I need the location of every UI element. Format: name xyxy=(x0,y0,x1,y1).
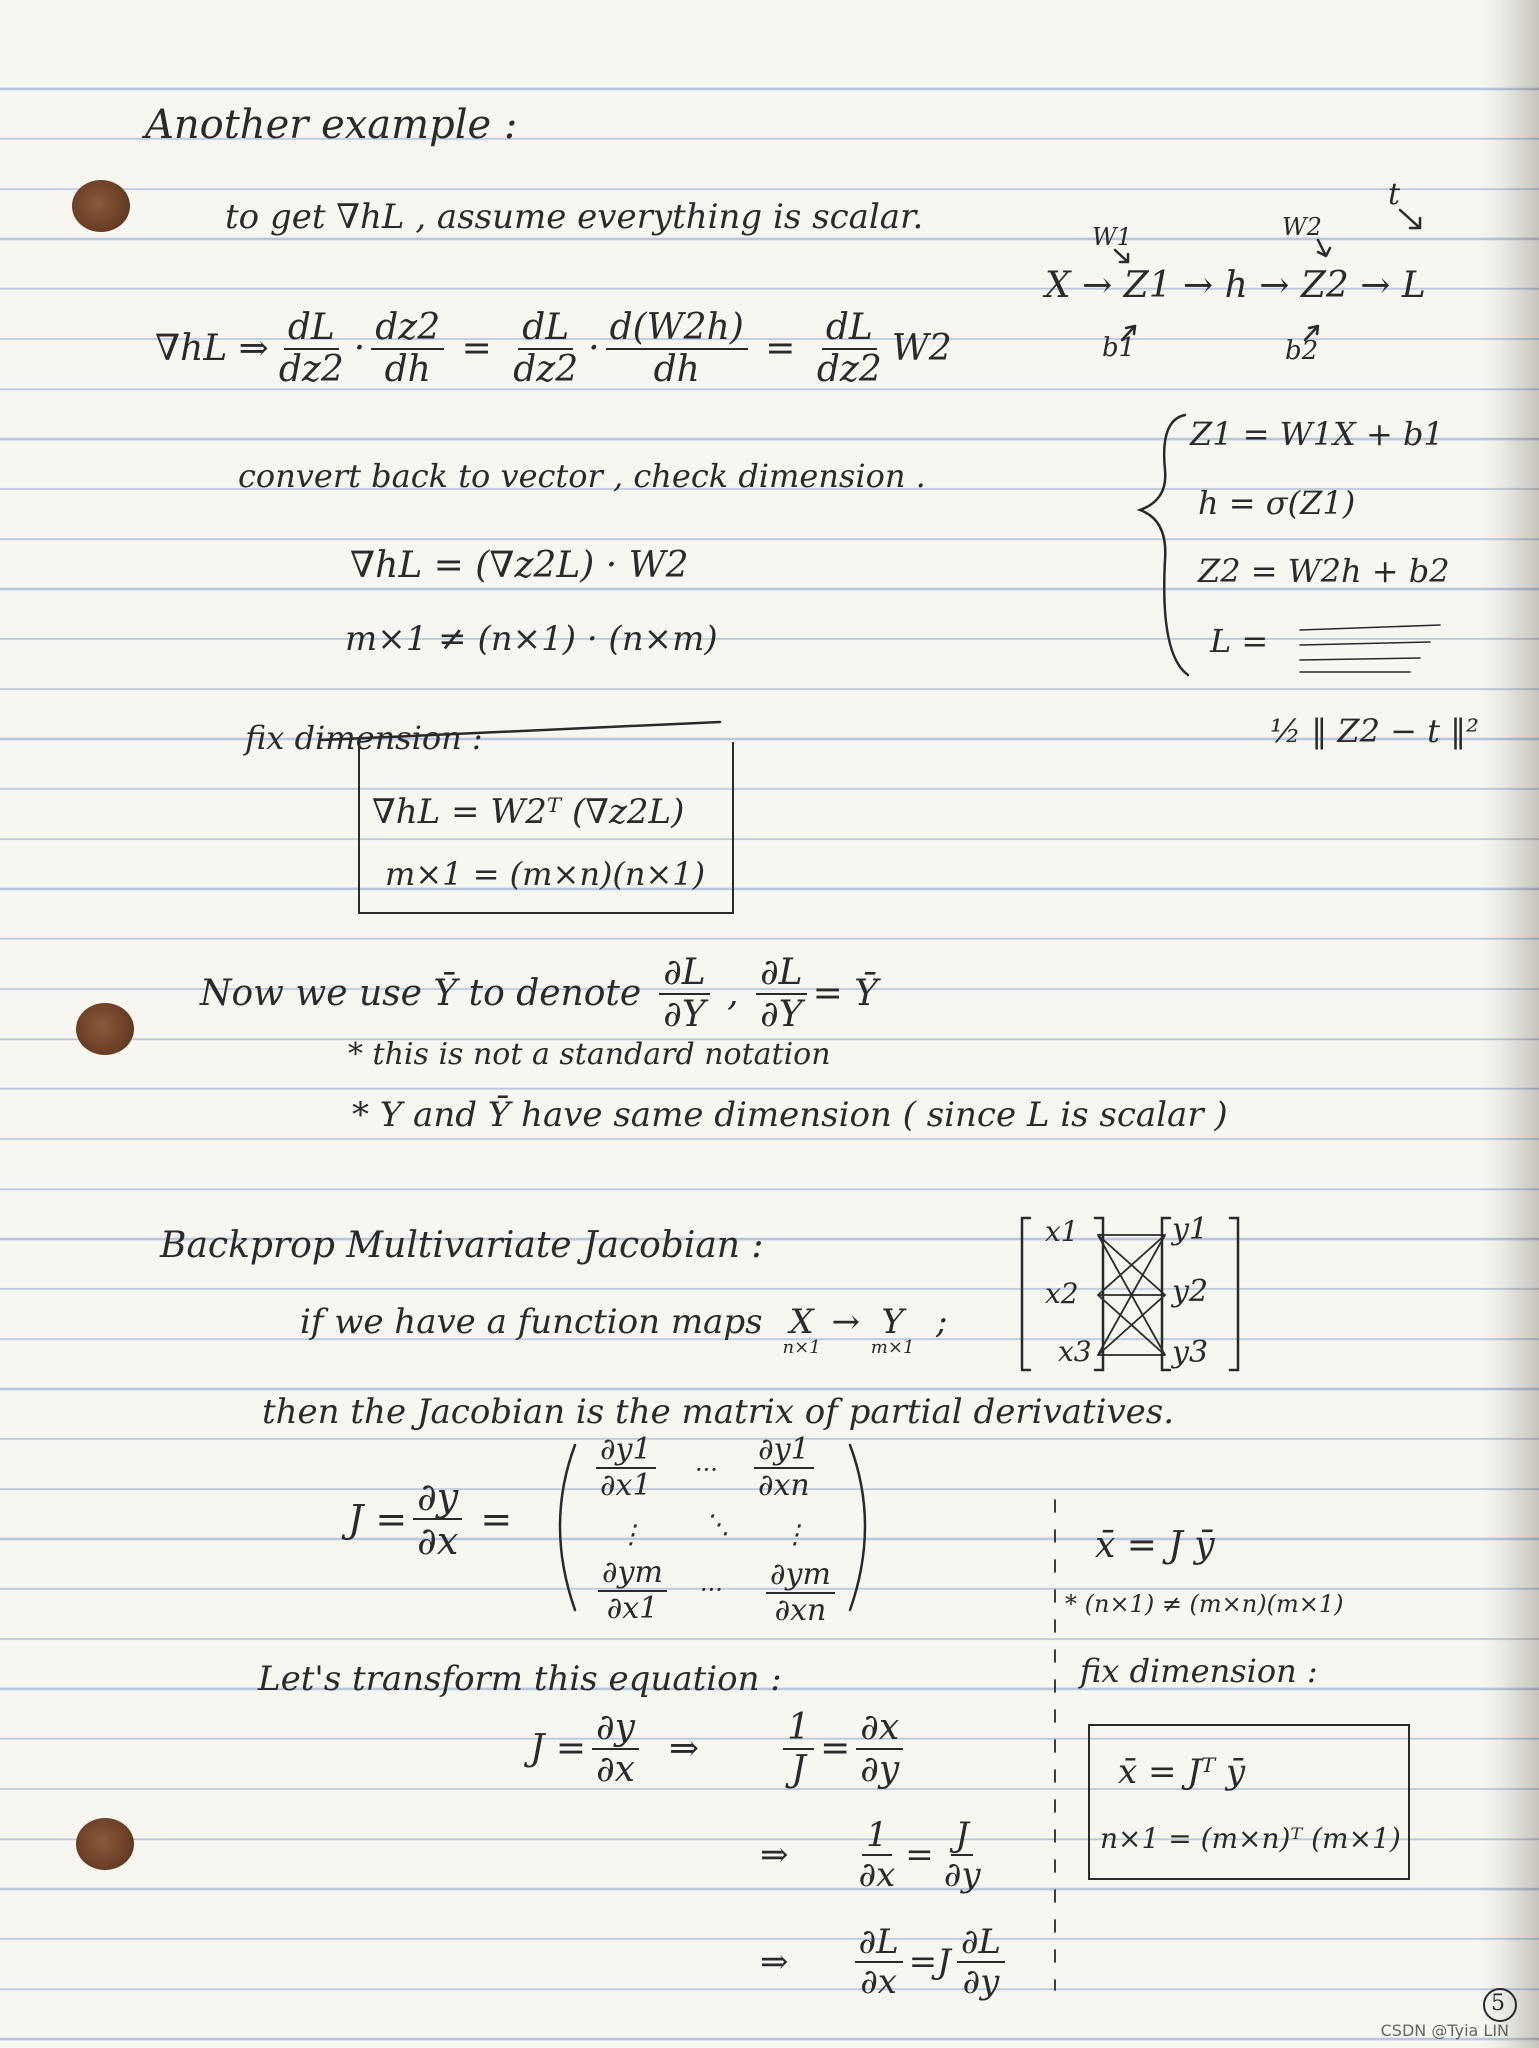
right-dimension-mismatch: * (n×1) ≠ (m×n)(m×1) xyxy=(1065,1590,1344,1618)
line-now-we-use: Now we use Ȳ to denote $\frac{\partial L}{\partial Y}$ , $\frac{\partial L}{\partial Y}$ = Ȳ xyxy=(200,952,878,1035)
fraction-dl-dz2-b: $\frac{dL}{dz2}$ xyxy=(513,307,579,390)
mapping-input-x1: x1 xyxy=(1045,1215,1079,1248)
fraction-dz2-dh: $\frac{dz2}{dh}$ xyxy=(371,310,444,388)
scribble-icon xyxy=(1300,625,1440,672)
fraction-dy-dx: $\frac{\partial y}{\partial x}$ xyxy=(413,1478,462,1560)
output-bracket-right-icon xyxy=(1230,1218,1238,1370)
line-then-jacobian: then the Jacobian is the matrix of partial derivatives. xyxy=(262,1392,1175,1432)
mapping-output-y3: y3 xyxy=(1172,1335,1209,1370)
matrix-entry-mn: $\frac{\partial ym}{\partial xn}$ xyxy=(760,1560,841,1626)
page-number: 5 xyxy=(1491,1991,1505,2016)
fix-dimension-label: fix dimension : xyxy=(245,719,483,757)
equation-tail: W2 xyxy=(891,328,952,369)
computation-chain: X → Z1 → h → Z2 → L xyxy=(1045,265,1426,306)
right-boxed-equation: x̄ = Jᵀ ȳ xyxy=(1118,1752,1246,1792)
mapping-input-x3: x3 xyxy=(1058,1335,1092,1368)
mapping-input-x2: x2 xyxy=(1045,1277,1079,1310)
label-w1: W1 xyxy=(1092,223,1132,251)
arrow-w2-icon xyxy=(1318,240,1330,256)
right-xbar-equation: x̄ = J ȳ xyxy=(1095,1525,1215,1566)
fraction-dl-dy: $\frac{\partial L}{\partial Y}$ xyxy=(659,955,710,1033)
chain-rule-equation: ∇hL ⇒ $\frac{dL}{dz2}$ · $\frac{dz2}{dh}$ = $\frac{dL}{dz2}$ · $\frac{d(W2h)}{dh}$ = $\frac{dL}{dz2}$ W2 xyxy=(155,307,952,390)
transform-step-3: ⇒ $\frac{\partial L}{\partial x}$ = J $\frac{\partial L}{\partial y}$ xyxy=(760,1925,1011,1999)
transform-step-1: J = $\frac{\partial y}{\partial x}$ ⇒ $\frac{1}{J}$ = $\frac{\partial x}{\partial y}$ xyxy=(530,1710,909,1788)
mapping-lines-icon xyxy=(1098,1235,1165,1355)
line-to-get-gradient: to get ∇hL , assume everything is scalar. xyxy=(225,197,924,237)
note-same-dimension: * Y and Ȳ have same dimension ( since L is scalar ) xyxy=(352,1095,1228,1135)
loss-function: ½ ‖ Z2 − t ‖² xyxy=(1270,712,1479,750)
graph-equation-1: Z1 = W1X + b1 xyxy=(1190,415,1444,453)
label-t: t xyxy=(1388,177,1401,212)
arrow-b2-icon xyxy=(1305,326,1318,340)
watermark: CSDN @Tyia LIN xyxy=(1380,2021,1509,2040)
arrow-w1-icon xyxy=(1115,250,1128,262)
now-text: Now we use Ȳ to denote xyxy=(200,973,642,1014)
boxed-dimension: m×1 = (m×n)(n×1) xyxy=(385,855,706,893)
fraction-dl-dz2-c: $\frac{dL}{dz2}$ xyxy=(816,307,882,390)
matrix-entry-11: $\frac{\partial y1}{\partial x1}$ xyxy=(590,1435,662,1501)
matrix-dots-bottom: ··· xyxy=(700,1576,723,1604)
fraction-dw2h-dh: $\frac{d(W2h)}{dh}$ xyxy=(606,310,748,388)
jacobian-lhs: J = $\frac{\partial y}{\partial x}$ = xyxy=(348,1475,513,1563)
matrix-vdots-left: ⋮ xyxy=(618,1520,644,1550)
heading-another-example: Another example : xyxy=(145,102,518,148)
vector-equation: ∇hL = (∇z2L) · W2 xyxy=(350,545,689,586)
matrix-paren-right-icon xyxy=(850,1445,865,1610)
mapping-output-y1: y1 xyxy=(1172,1212,1209,1247)
transform-step-2: ⇒ $\frac{1}{\partial x}$ = $\frac{J}{\partial y}$ xyxy=(760,1815,981,1895)
label-w2: W2 xyxy=(1282,213,1322,241)
mapping-output-y2: y2 xyxy=(1172,1274,1209,1309)
note-not-standard: * this is not a standard notation xyxy=(348,1037,831,1072)
line-function-maps: if we have a function maps X n×1 → Y m×1 ; xyxy=(300,1302,948,1358)
line-transform: Let's transform this equation : xyxy=(258,1659,782,1699)
right-fix-dimension: fix dimension : xyxy=(1080,1652,1318,1690)
arrow-b1-icon xyxy=(1122,326,1135,340)
equation-lhs: ∇hL ⇒ xyxy=(155,328,269,369)
matrix-ddots: ⋱ xyxy=(704,1510,730,1540)
graph-equation-4: L = xyxy=(1210,622,1269,660)
fraction-dl-dz2: $\frac{dL}{dz2}$ xyxy=(278,307,344,390)
equals-ybar: = Ȳ xyxy=(812,973,878,1014)
matrix-dots-top: ··· xyxy=(695,1456,718,1484)
input-bracket-left-icon xyxy=(1022,1218,1030,1370)
heading-backprop-jacobian: Backprop Multivariate Jacobian : xyxy=(160,1225,764,1266)
equation-brace-icon xyxy=(1140,415,1188,675)
boxed-equation: ∇hL = W2ᵀ (∇z2L) xyxy=(372,792,685,832)
box-top-stroke xyxy=(322,722,720,740)
label-b2: b2 xyxy=(1285,336,1319,366)
matrix-vdots-right: ⋮ xyxy=(782,1520,808,1550)
graph-equation-3: Z2 = W2h + b2 xyxy=(1198,552,1450,590)
dimension-mismatch: m×1 ≠ (n×1) · (n×m) xyxy=(345,619,718,659)
arrow-t-icon xyxy=(1400,210,1420,228)
right-boxed-dimension: n×1 = (m×n)ᵀ (m×1) xyxy=(1100,1822,1401,1855)
fraction-dl-dy-b: $\frac{\partial L}{\partial Y}$ xyxy=(756,955,807,1033)
matrix-entry-1n: $\frac{\partial y1}{\partial xn}$ xyxy=(748,1435,820,1501)
matrix-entry-m1: $\frac{\partial ym}{\partial x1}$ xyxy=(592,1558,673,1624)
graph-equation-2: h = σ(Z1) xyxy=(1198,484,1356,522)
matrix-paren-left-icon xyxy=(560,1445,575,1610)
label-b1: b1 xyxy=(1102,333,1136,363)
line-convert-back: convert back to vector , check dimension . xyxy=(238,457,926,495)
